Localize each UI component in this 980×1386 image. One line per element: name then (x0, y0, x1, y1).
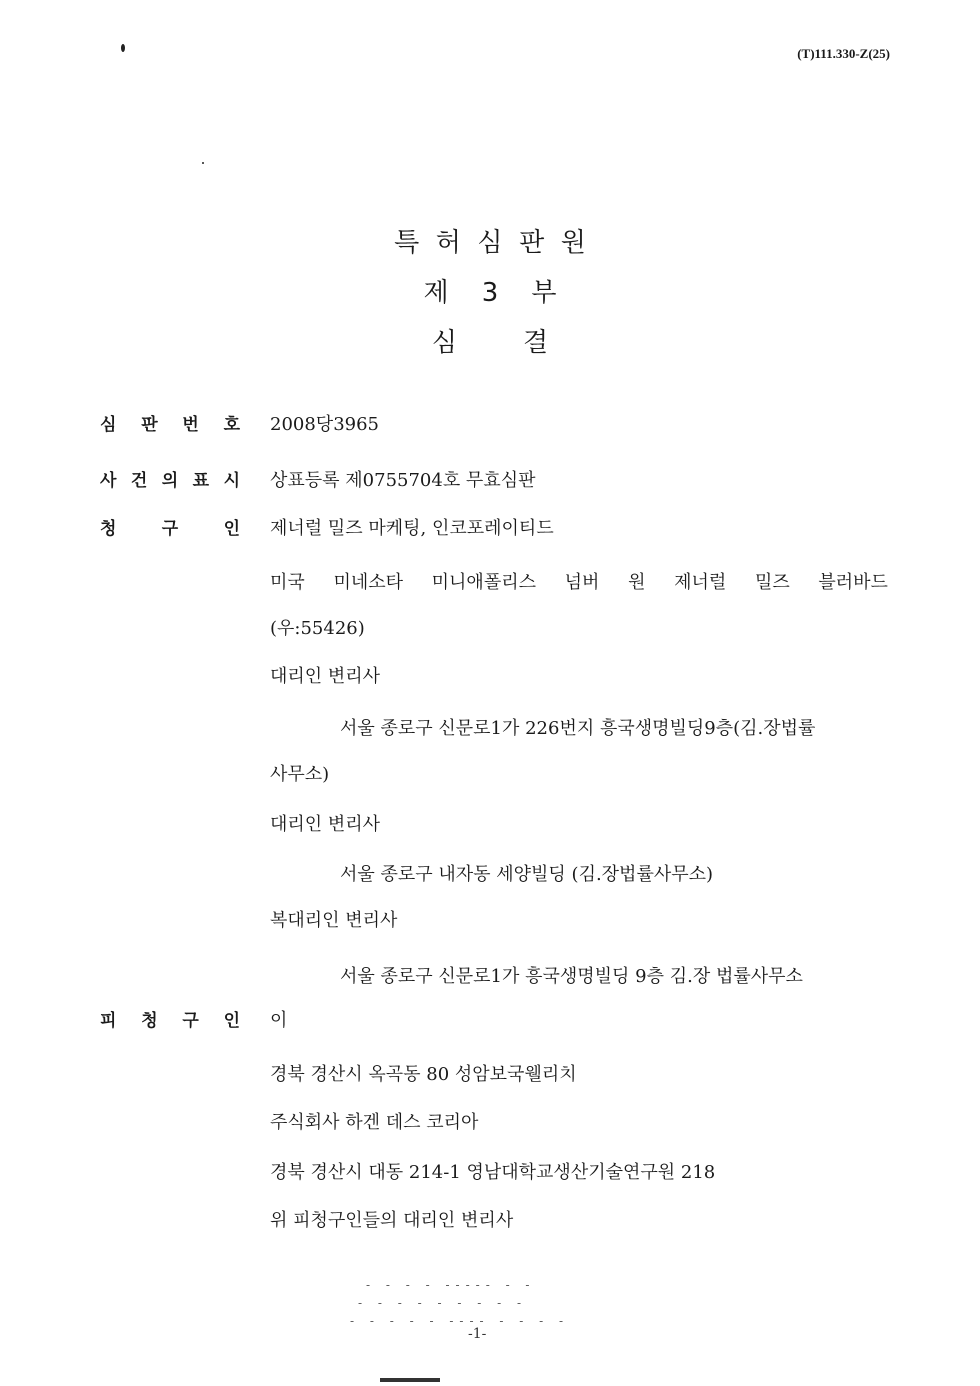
document-code: (T)111.330-Z(25) (797, 46, 890, 61)
agent2-address: 서울 종로구 내자동 세양빌딩 (김.장법률사무소) (340, 864, 714, 885)
petitioner-name: 제너럴 밀즈 마케팅, 인코포레이티드 (270, 518, 554, 539)
page-footer (350, 1278, 630, 1350)
agent1-title: 대리인 변리사 (270, 666, 381, 687)
respondent-label (100, 1006, 240, 1031)
scan-noise: - - - - ----- - - (366, 1278, 536, 1292)
label-char: 표 (192, 471, 210, 491)
respondent-name-1: 이 (270, 1010, 288, 1031)
page-number: -1- (468, 1326, 487, 1342)
address-word: 넘버 (564, 572, 600, 593)
agent3-title: 복대리인 변리사 (270, 910, 398, 931)
petitioner-address (270, 568, 888, 594)
address-word: 미국 (270, 572, 305, 593)
title-decision: 심 결 (431, 328, 549, 358)
scan-edge-mark (380, 1378, 440, 1382)
label-char: 피 (100, 1011, 117, 1031)
respondent-address-2: 경북 경산시 대동 214-1 영남대학교생산기술연구원 218 (270, 1162, 716, 1183)
label-char: 청 (141, 1011, 158, 1031)
document-title (0, 218, 980, 368)
label-char: 판 (141, 415, 158, 435)
address-word: 원 (628, 572, 646, 593)
address-word: 블러바드 (818, 572, 888, 593)
agent2-title: 대리인 변리사 (270, 814, 381, 835)
case-description-label (100, 466, 240, 491)
title-division: 제 3 부 (423, 278, 557, 308)
label-char: 구 (182, 1011, 199, 1031)
address-word: 미니애폴리스 (431, 572, 536, 593)
agent1-address-continued: 사무소) (270, 764, 330, 785)
scan-noise: - - - - - - - - - (358, 1296, 528, 1310)
label-char: 사 (100, 471, 117, 491)
scan-speck (202, 162, 204, 164)
label-char: 의 (161, 471, 179, 491)
respondent-name-2: 주식회사 하겐 데스 코리아 (270, 1112, 479, 1133)
title-institution: 특 허 심 판 원 (394, 228, 586, 258)
agent1-address: 서울 종로구 신문로1가 226번지 흥국생명빌딩9층(김.장법률 (340, 718, 816, 739)
address-word: 제너럴 (674, 572, 727, 593)
petitioner-postal-code: (우:55426) (270, 618, 365, 639)
case-number-value: 2008당3965 (270, 414, 380, 435)
petitioner-label (100, 514, 240, 539)
address-word: 밀즈 (754, 572, 790, 593)
case-number-label (100, 410, 240, 435)
label-char: 건 (130, 471, 148, 491)
label-char: 심 (100, 415, 117, 435)
label-char: 인 (223, 1011, 240, 1031)
label-char: 인 (223, 519, 240, 539)
agent3-address: 서울 종로구 신문로1가 흥국생명빌딩 9층 김.장 법률사무소 (340, 966, 803, 987)
respondent-address-1: 경북 경산시 옥곡동 80 성암보국웰리치 (270, 1064, 577, 1085)
scan-speck (121, 44, 125, 52)
case-description-value: 상표등록 제0755704호 무효심판 (270, 470, 536, 491)
label-char: 구 (161, 519, 179, 539)
respondent-agent-title: 위 피청구인들의 대리인 변리사 (270, 1210, 514, 1231)
label-char: 청 (100, 519, 117, 539)
address-word: 미네소타 (333, 572, 403, 593)
label-char: 호 (223, 415, 240, 435)
label-char: 번 (182, 415, 199, 435)
label-char: 시 (223, 471, 240, 491)
scan-noise: - - - - - ---- - - - - (350, 1314, 570, 1328)
